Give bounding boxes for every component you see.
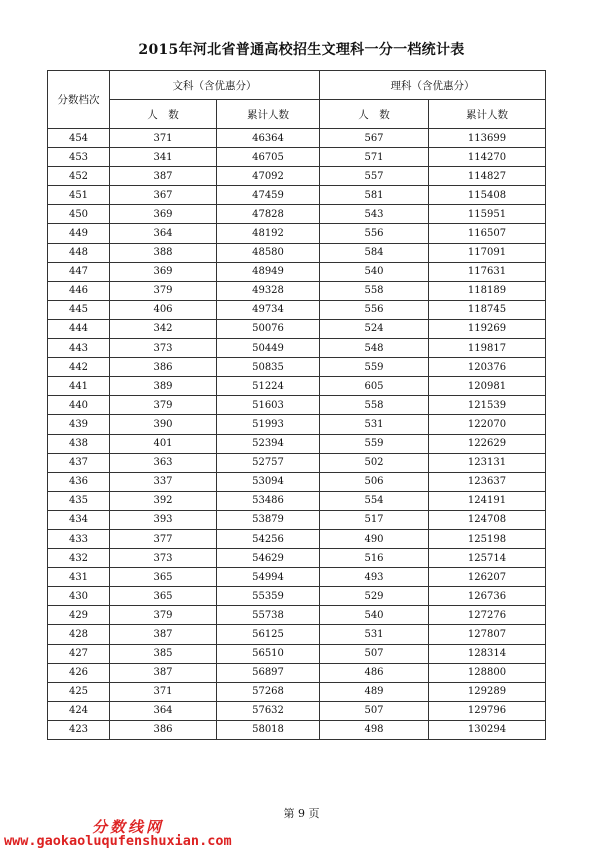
liberal-count-cell: 367 xyxy=(110,186,217,205)
science-cumulative-cell: 118745 xyxy=(429,300,546,319)
science-count-cell: 558 xyxy=(320,281,429,300)
table-row xyxy=(48,472,546,491)
science-cumulative-cell: 113699 xyxy=(429,129,546,148)
liberal-count-cell: 377 xyxy=(110,529,217,548)
science-cumulative-cell: 128800 xyxy=(429,663,546,682)
liberal-cumulative-cell: 55738 xyxy=(217,606,320,625)
science-count-cell: 493 xyxy=(320,568,429,587)
liberal-count-cell: 365 xyxy=(110,587,217,606)
score-cell: 423 xyxy=(48,720,110,739)
science-cumulative-cell: 122629 xyxy=(429,434,546,453)
table-row xyxy=(48,491,546,510)
watermark-logo: 分数线网 xyxy=(92,818,165,836)
page-number: 第 9 页 xyxy=(283,807,320,820)
science-count-cell: 571 xyxy=(320,148,429,167)
liberal-cumulative-cell: 50835 xyxy=(217,358,320,377)
score-cell: 454 xyxy=(48,129,110,148)
score-cell: 442 xyxy=(48,358,110,377)
table-row xyxy=(48,606,546,625)
science-count-cell: 581 xyxy=(320,186,429,205)
score-cell: 431 xyxy=(48,568,110,587)
liberal-count-cell: 387 xyxy=(110,663,217,682)
table-row xyxy=(48,682,546,701)
table-row xyxy=(48,339,546,358)
science-cumulative-cell: 116507 xyxy=(429,224,546,243)
science-cumulative-cell: 122070 xyxy=(429,415,546,434)
liberal-cumulative-cell: 58018 xyxy=(217,720,320,739)
liberal-count-cell: 390 xyxy=(110,415,217,434)
table-body xyxy=(48,129,546,740)
liberal-count-cell: 369 xyxy=(110,262,217,281)
table-row xyxy=(48,167,546,186)
liberal-cumulative-cell: 53879 xyxy=(217,510,320,529)
science-count-cell: 543 xyxy=(320,205,429,224)
science-cumulative-cell: 129289 xyxy=(429,682,546,701)
science-cumulative-cell: 118189 xyxy=(429,281,546,300)
score-cell: 426 xyxy=(48,663,110,682)
science-count-cell: 556 xyxy=(320,224,429,243)
score-cell: 444 xyxy=(48,319,110,338)
liberal-cumulative-cell: 51603 xyxy=(217,396,320,415)
science-cumulative-cell: 127276 xyxy=(429,606,546,625)
liberal-count-cell: 379 xyxy=(110,606,217,625)
science-count-cell: 557 xyxy=(320,167,429,186)
liberal-cumulative-cell: 54994 xyxy=(217,568,320,587)
liberal-cumulative-cell: 46364 xyxy=(217,129,320,148)
science-count-cell: 605 xyxy=(320,377,429,396)
science-count-cell: 486 xyxy=(320,663,429,682)
liberal-cumulative-cell: 54256 xyxy=(217,529,320,548)
liberal-count-header: 人 数 xyxy=(110,100,217,129)
liberal-count-cell: 365 xyxy=(110,568,217,587)
table-row xyxy=(48,319,546,338)
science-cumulative-cell: 124708 xyxy=(429,510,546,529)
liberal-cumulative-cell: 49734 xyxy=(217,300,320,319)
science-cumulative-cell: 119817 xyxy=(429,339,546,358)
science-count-cell: 502 xyxy=(320,453,429,472)
liberal-cumulative-cell: 53486 xyxy=(217,491,320,510)
science-count-cell: 489 xyxy=(320,682,429,701)
liberal-count-cell: 369 xyxy=(110,205,217,224)
score-cell: 447 xyxy=(48,262,110,281)
score-cell: 443 xyxy=(48,339,110,358)
liberal-count-cell: 373 xyxy=(110,339,217,358)
liberal-count-cell: 364 xyxy=(110,224,217,243)
science-count-cell: 490 xyxy=(320,529,429,548)
liberal-cumulative-cell: 50449 xyxy=(217,339,320,358)
score-cell: 453 xyxy=(48,148,110,167)
science-cumulative-cell: 124191 xyxy=(429,491,546,510)
liberal-cumulative-cell: 46705 xyxy=(217,148,320,167)
liberal-count-cell: 393 xyxy=(110,510,217,529)
liberal-cumulative-cell: 47459 xyxy=(217,186,320,205)
science-count-cell: 584 xyxy=(320,243,429,262)
science-count-cell: 517 xyxy=(320,510,429,529)
science-cumulative-cell: 114827 xyxy=(429,167,546,186)
table-row xyxy=(48,625,546,644)
table-row xyxy=(48,568,546,587)
liberal-count-cell: 401 xyxy=(110,434,217,453)
liberal-count-cell: 389 xyxy=(110,377,217,396)
science-count-header: 人 数 xyxy=(320,100,429,129)
table-row xyxy=(48,243,546,262)
liberal-cumulative-cell: 56510 xyxy=(217,644,320,663)
table-row xyxy=(48,701,546,720)
table-row xyxy=(48,720,546,739)
liberal-count-cell: 392 xyxy=(110,491,217,510)
science-cumulative-cell: 117631 xyxy=(429,262,546,281)
science-cumulative-cell: 127807 xyxy=(429,625,546,644)
science-cumulative-cell: 130294 xyxy=(429,720,546,739)
liberal-cumulative-cell: 57632 xyxy=(217,701,320,720)
liberal-count-cell: 379 xyxy=(110,396,217,415)
table-row xyxy=(48,529,546,548)
liberal-cumulative-cell: 53094 xyxy=(217,472,320,491)
table-row xyxy=(48,205,546,224)
score-cell: 446 xyxy=(48,281,110,300)
liberal-count-cell: 386 xyxy=(110,720,217,739)
science-cumulative-cell: 126736 xyxy=(429,587,546,606)
liberal-arts-header: 文科（含优惠分） xyxy=(110,71,320,100)
score-cell: 439 xyxy=(48,415,110,434)
score-cell: 430 xyxy=(48,587,110,606)
liberal-cumulative-cell: 48949 xyxy=(217,262,320,281)
science-cumulative-cell: 115408 xyxy=(429,186,546,205)
score-cell: 436 xyxy=(48,472,110,491)
liberal-cumulative-cell: 47828 xyxy=(217,205,320,224)
score-cell: 450 xyxy=(48,205,110,224)
score-cell: 449 xyxy=(48,224,110,243)
table-row xyxy=(48,644,546,663)
score-cell: 424 xyxy=(48,701,110,720)
liberal-cumulative-cell: 55359 xyxy=(217,587,320,606)
liberal-count-cell: 364 xyxy=(110,701,217,720)
liberal-count-cell: 406 xyxy=(110,300,217,319)
liberal-count-cell: 385 xyxy=(110,644,217,663)
science-cumulative-cell: 117091 xyxy=(429,243,546,262)
table-row xyxy=(48,129,546,148)
liberal-count-cell: 386 xyxy=(110,358,217,377)
science-count-cell: 558 xyxy=(320,396,429,415)
score-cell: 452 xyxy=(48,167,110,186)
score-cell: 434 xyxy=(48,510,110,529)
score-cell: 428 xyxy=(48,625,110,644)
liberal-cumulative-cell: 48192 xyxy=(217,224,320,243)
science-count-cell: 540 xyxy=(320,262,429,281)
liberal-count-cell: 341 xyxy=(110,148,217,167)
score-cell: 438 xyxy=(48,434,110,453)
table-row xyxy=(48,358,546,377)
score-cell: 427 xyxy=(48,644,110,663)
science-cumulative-cell: 126207 xyxy=(429,568,546,587)
liberal-cumulative-cell: 54629 xyxy=(217,549,320,568)
liberal-cumulative-cell: 51224 xyxy=(217,377,320,396)
table-row xyxy=(48,663,546,682)
liberal-cumulative-cell: 57268 xyxy=(217,682,320,701)
science-cumulative-cell: 120981 xyxy=(429,377,546,396)
table-row xyxy=(48,262,546,281)
science-cumulative-cell: 119269 xyxy=(429,319,546,338)
score-cell: 425 xyxy=(48,682,110,701)
table-row xyxy=(48,377,546,396)
score-cell: 435 xyxy=(48,491,110,510)
liberal-count-cell: 387 xyxy=(110,167,217,186)
science-cumulative-cell: 121539 xyxy=(429,396,546,415)
score-cell: 448 xyxy=(48,243,110,262)
liberal-count-cell: 373 xyxy=(110,549,217,568)
science-cumulative-cell: 129796 xyxy=(429,701,546,720)
table-row xyxy=(48,148,546,167)
science-cumulative-cell: 120376 xyxy=(429,358,546,377)
score-cell: 432 xyxy=(48,549,110,568)
liberal-cumulative-cell: 56897 xyxy=(217,663,320,682)
science-count-cell: 540 xyxy=(320,606,429,625)
science-count-cell: 529 xyxy=(320,587,429,606)
score-cell: 440 xyxy=(48,396,110,415)
liberal-cumulative-cell: 49328 xyxy=(217,281,320,300)
liberal-count-cell: 371 xyxy=(110,682,217,701)
table-row xyxy=(48,186,546,205)
science-cumulative-cell: 125714 xyxy=(429,549,546,568)
science-cumulative-cell: 114270 xyxy=(429,148,546,167)
science-count-cell: 531 xyxy=(320,415,429,434)
science-cumulative-cell: 128314 xyxy=(429,644,546,663)
table-row xyxy=(48,453,546,472)
table-row xyxy=(48,396,546,415)
table-row xyxy=(48,434,546,453)
science-count-cell: 531 xyxy=(320,625,429,644)
score-cell: 445 xyxy=(48,300,110,319)
score-cell: 429 xyxy=(48,606,110,625)
liberal-count-cell: 388 xyxy=(110,243,217,262)
liberal-cumulative-cell: 56125 xyxy=(217,625,320,644)
table-row xyxy=(48,224,546,243)
science-count-cell: 498 xyxy=(320,720,429,739)
science-cumulative-cell: 125198 xyxy=(429,529,546,548)
science-count-cell: 554 xyxy=(320,491,429,510)
liberal-count-cell: 337 xyxy=(110,472,217,491)
science-cumulative-cell: 123131 xyxy=(429,453,546,472)
table-row xyxy=(48,415,546,434)
score-cell: 437 xyxy=(48,453,110,472)
science-count-cell: 507 xyxy=(320,701,429,720)
liberal-count-cell: 342 xyxy=(110,319,217,338)
liberal-cumulative-header: 累计人数 xyxy=(217,100,320,129)
science-count-cell: 567 xyxy=(320,129,429,148)
science-cumulative-cell: 123637 xyxy=(429,472,546,491)
liberal-cumulative-cell: 52394 xyxy=(217,434,320,453)
liberal-cumulative-cell: 50076 xyxy=(217,319,320,338)
liberal-count-cell: 371 xyxy=(110,129,217,148)
science-header: 理科（含优惠分） xyxy=(320,71,546,100)
science-count-cell: 506 xyxy=(320,472,429,491)
score-cell: 433 xyxy=(48,529,110,548)
science-count-cell: 516 xyxy=(320,549,429,568)
liberal-count-cell: 363 xyxy=(110,453,217,472)
science-count-cell: 559 xyxy=(320,434,429,453)
science-count-cell: 548 xyxy=(320,339,429,358)
page-title: 2015年河北省普通高校招生文理科一分一档统计表 xyxy=(138,42,465,58)
science-cumulative-header: 累计人数 xyxy=(429,100,546,129)
liberal-count-cell: 379 xyxy=(110,281,217,300)
science-count-cell: 556 xyxy=(320,300,429,319)
score-distribution-table xyxy=(47,70,546,740)
table-row xyxy=(48,281,546,300)
table-row xyxy=(48,549,546,568)
liberal-cumulative-cell: 47092 xyxy=(217,167,320,186)
watermark-url: www.gaokaoluqufenshuxian.com xyxy=(4,833,232,849)
liberal-cumulative-cell: 48580 xyxy=(217,243,320,262)
score-header: 分数档次 xyxy=(48,71,110,129)
table-row xyxy=(48,510,546,529)
science-count-cell: 524 xyxy=(320,319,429,338)
table-row xyxy=(48,300,546,319)
table-row xyxy=(48,587,546,606)
liberal-cumulative-cell: 52757 xyxy=(217,453,320,472)
liberal-count-cell: 387 xyxy=(110,625,217,644)
science-count-cell: 507 xyxy=(320,644,429,663)
science-count-cell: 559 xyxy=(320,358,429,377)
science-cumulative-cell: 115951 xyxy=(429,205,546,224)
score-cell: 451 xyxy=(48,186,110,205)
score-cell: 441 xyxy=(48,377,110,396)
liberal-cumulative-cell: 51993 xyxy=(217,415,320,434)
